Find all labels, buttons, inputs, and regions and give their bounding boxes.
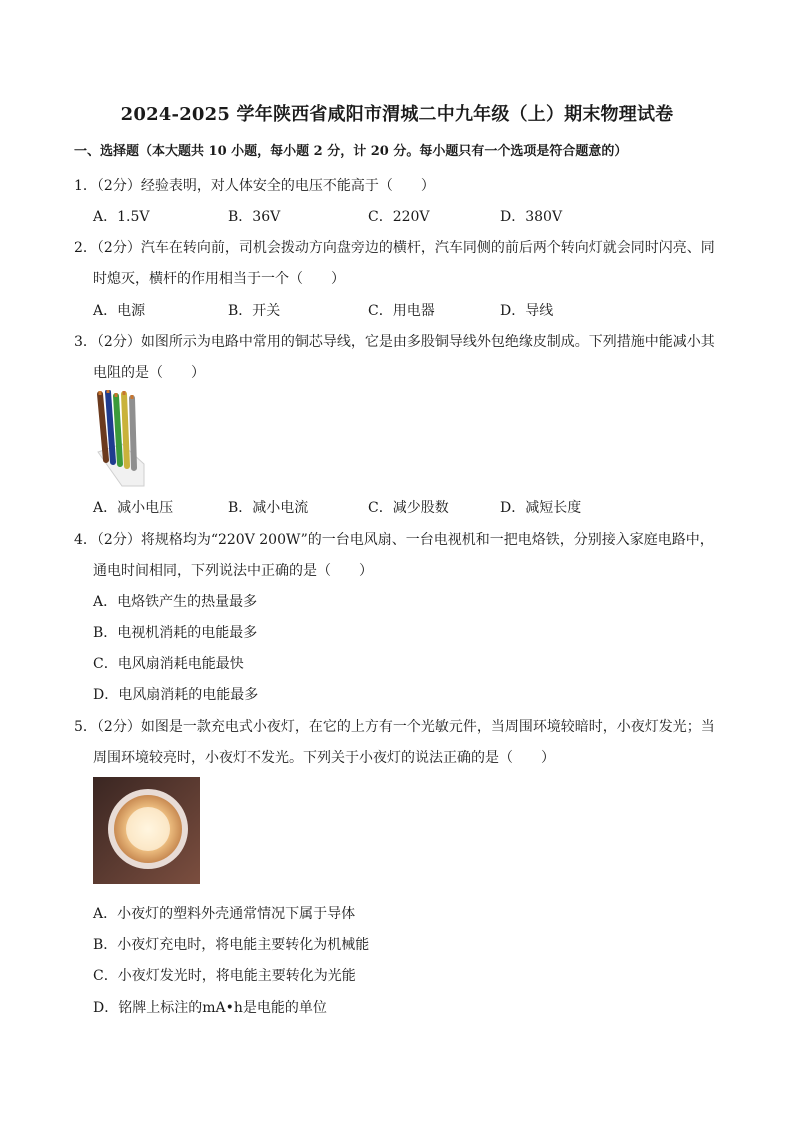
question-2-option-a[interactable]: A．电源 <box>93 303 146 319</box>
question-4-text-line-2: 通电时间相同，下列说法中正确的是（ ） <box>93 563 373 579</box>
question-4-option-a[interactable]: A．电烙铁产生的热量最多 <box>93 594 258 610</box>
question-1-option-c[interactable]: C．220V <box>368 209 430 225</box>
question-5-text-line-2: 周围环境较亮时，小夜灯不发光。下列关于小夜灯的说法正确的是（ ） <box>93 750 555 766</box>
question-2-text-line-1: 2．（2分）汽车在转向前，司机会拨动方向盘旁边的横杆，汽车同侧的前后两个转向灯就会同时闪亮、同 <box>74 240 715 256</box>
wire-conductor <box>124 394 127 466</box>
exam-title: 2024-2025 学年陕西省咸阳市渭城二中九年级（上）期末物理试卷 <box>120 104 674 125</box>
question-4-text-line-1: 4．（2分）将规格均为“220V 200W”的一台电风扇、一台电视机和一把电烙铁，分别接入家庭电路中， <box>74 532 714 548</box>
question-1-option-b[interactable]: B．36V <box>228 209 281 225</box>
question-1-text: 1．（2分）经验表明，对人体安全的电压不能高于（ ） <box>74 178 435 194</box>
question-2-option-c[interactable]: C．用电器 <box>368 303 435 319</box>
question-4-option-b[interactable]: B．电视机消耗的电能最多 <box>93 625 258 641</box>
question-3-option-a[interactable]: A．减小电压 <box>93 500 174 516</box>
section-heading: 一、选择题（本大题共 10 小题，每小题 2 分，计 20 分。每小题只有一个选项是符合题意的） <box>74 144 628 159</box>
wire-conductor <box>100 394 106 460</box>
question-2-option-b[interactable]: B．开关 <box>228 303 281 319</box>
question-1-option-a[interactable]: A．1.5V <box>93 209 150 225</box>
question-5-option-a[interactable]: A．小夜灯的塑料外壳通常情况下属于导体 <box>93 906 356 922</box>
night-light-image <box>93 777 200 884</box>
question-5-text-line-1: 5．（2分）如图是一款充电式小夜灯，在它的上方有一个光敏元件，当周围环境较暗时，小夜灯发光；当 <box>74 719 715 735</box>
copper-wire-image <box>92 390 148 488</box>
question-5-option-b[interactable]: B．小夜灯充电时，将电能主要转化为机械能 <box>93 937 370 953</box>
question-3-option-b[interactable]: B．减小电流 <box>228 500 309 516</box>
question-1-option-d[interactable]: D．380V <box>500 209 563 225</box>
question-2-option-d[interactable]: D．导线 <box>500 303 554 319</box>
question-4-option-c[interactable]: C．电风扇消耗电能最快 <box>93 656 244 672</box>
question-5-option-d[interactable]: D．铭牌上标注的mA•h是电能的单位 <box>93 1000 327 1016</box>
question-2-text-line-2: 时熄灭，横杆的作用相当于一个（ ） <box>93 271 345 287</box>
question-3-option-d[interactable]: D．减短长度 <box>500 500 582 516</box>
question-3-text-line-1: 3．（2分）如图所示为电路中常用的铜芯导线，它是由多股铜导线外包绝缘皮制成。下列措施中能减小其 <box>74 334 715 350</box>
question-5-option-c[interactable]: C．小夜灯发光时，将电能主要转化为光能 <box>93 968 356 984</box>
question-3-option-c[interactable]: C．减少股数 <box>368 500 449 516</box>
question-3-text-line-2: 电阻的是（ ） <box>93 365 205 381</box>
question-4-option-d[interactable]: D．电风扇消耗的电能最多 <box>93 687 259 703</box>
wire-conductor <box>132 398 134 468</box>
wire-conductor <box>116 396 120 464</box>
